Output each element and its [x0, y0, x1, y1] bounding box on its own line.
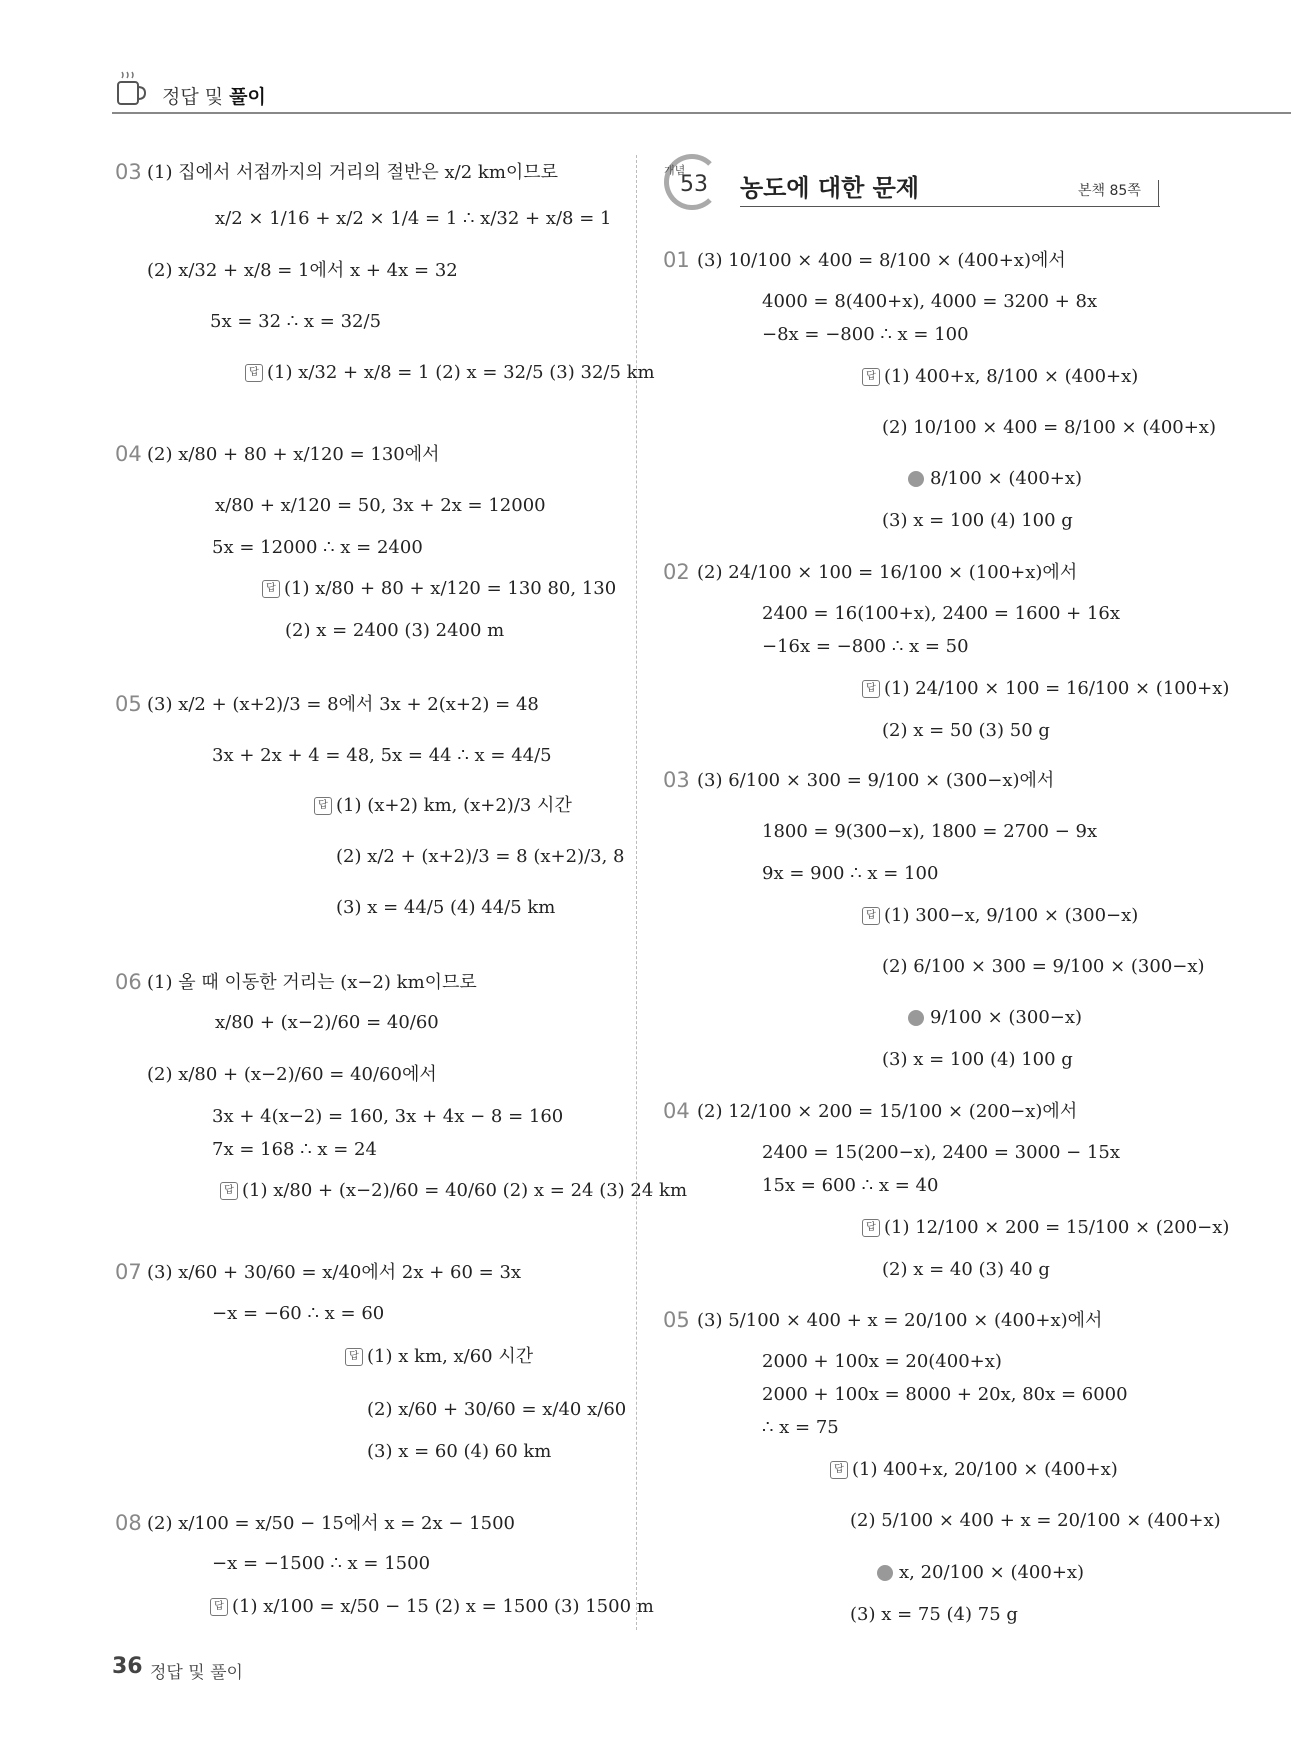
pencil-icon: [877, 1565, 893, 1581]
answer-line: [862, 366, 1138, 388]
solution-line: 15x = 600 ∴ x = 40: [762, 1175, 939, 1196]
answer-text: (1) x/80 + (x−2)/60 = 40/60 (2) x = 24 (3) 24 km: [242, 1180, 688, 1201]
section-title: 농도에 대한 문제: [740, 174, 919, 202]
solution-line: (2) x/80 + 80 + x/120 = 130에서: [147, 444, 440, 465]
header-cup-icon: [112, 68, 146, 108]
solution-line: 5x = 12000 ∴ x = 2400: [212, 537, 423, 558]
problem-number: 02: [663, 560, 690, 584]
solution-line: ∴ x = 75: [762, 1417, 839, 1438]
solution-line: 2000 + 100x = 8000 + 20x, 80x = 6000: [762, 1384, 1128, 1405]
hint-line: [908, 468, 1082, 490]
solution-line: (3) x = 100 (4) 100 g: [882, 510, 1073, 531]
problem-number: 05: [663, 1308, 690, 1332]
solution-line: x/80 + (x−2)/60 = 40/60: [215, 1012, 439, 1033]
solution-line: (2) 12/100 × 200 = 15/100 × (200−x)에서: [697, 1101, 1078, 1122]
section-bracket: [1158, 180, 1159, 206]
hint-line: [877, 1562, 1084, 1584]
answer-text: (1) 400+x, 8/100 × (400+x): [884, 366, 1139, 387]
problem-number: 08: [115, 1511, 142, 1535]
section-underline: [740, 206, 1160, 207]
answer-icon: 답: [830, 1461, 848, 1479]
section-number: 53: [680, 172, 708, 197]
problem-number: 05: [115, 692, 142, 716]
answer-text: (1) x km, x/60 시간: [367, 1346, 534, 1367]
answer-icon: 답: [862, 907, 880, 925]
solution-line: (2) x = 50 (3) 50 g: [882, 720, 1050, 741]
problem-number: 06: [115, 970, 142, 994]
solution-line: (3) x = 60 (4) 60 km: [367, 1441, 552, 1462]
answer-line: [862, 678, 1229, 700]
answer-line: [830, 1459, 1118, 1481]
solution-line: (2) x/80 + (x−2)/60 = 40/60에서: [147, 1064, 437, 1085]
solution-line: (3) x/60 + 30/60 = x/40에서 2x + 60 = 3x: [147, 1262, 522, 1283]
answer-line: [862, 1217, 1229, 1239]
solution-line: 5x = 32 ∴ x = 32/5: [210, 311, 382, 332]
answer-text: (1) (x+2) km, (x+2)/3 시간: [336, 795, 572, 816]
section-ref: 본책 85쪽: [1078, 183, 1141, 199]
problem-number: 04: [663, 1099, 690, 1123]
solution-line: (2) x/60 + 30/60 = x/40 x/60: [367, 1399, 627, 1420]
solution-line: x/2 × 1/16 + x/2 × 1/4 = 1 ∴ x/32 + x/8 = 1: [215, 208, 612, 229]
answer-text: (1) x/100 = x/50 − 15 (2) x = 1500 (3) 1500 m: [232, 1596, 654, 1617]
header-title-part2: 풀이: [229, 86, 266, 108]
hint-line: [908, 1007, 1082, 1029]
problem-number: 03: [115, 160, 142, 184]
answer-text: (1) 300−x, 9/100 × (300−x): [884, 905, 1139, 926]
solution-line: (3) x/2 + (x+2)/3 = 8에서 3x + 2(x+2) = 48: [147, 694, 539, 715]
answer-icon: 답: [314, 797, 332, 815]
page-number: 36: [112, 1654, 143, 1679]
answer-icon: 답: [345, 1348, 363, 1366]
solution-line: (2) x = 40 (3) 40 g: [882, 1259, 1050, 1280]
solution-line: (3) 5/100 × 400 + x = 20/100 × (400+x)에서: [697, 1310, 1103, 1331]
answer-text: (1) 400+x, 20/100 × (400+x): [852, 1459, 1118, 1480]
solution-line: (3) 6/100 × 300 = 9/100 × (300−x)에서: [697, 770, 1055, 791]
solution-line: 3x + 2x + 4 = 48, 5x = 44 ∴ x = 44/5: [212, 745, 552, 766]
solution-line: (2) x/100 = x/50 − 15에서 x = 2x − 1500: [147, 1513, 515, 1534]
section-label: 개념: [664, 164, 686, 177]
solution-line: (3) 10/100 × 400 = 8/100 × (400+x)에서: [697, 250, 1066, 271]
solution-line: −8x = −800 ∴ x = 100: [762, 324, 969, 345]
answer-line: [220, 1180, 687, 1202]
solution-line: −x = −60 ∴ x = 60: [212, 1303, 385, 1324]
answer-text: (1) x/80 + 80 + x/120 = 130 80, 130: [284, 578, 617, 599]
answer-icon: 답: [245, 364, 263, 382]
solution-line: x/80 + x/120 = 50, 3x + 2x = 12000: [215, 495, 546, 516]
solution-line: (3) x = 100 (4) 100 g: [882, 1049, 1073, 1070]
answer-icon: 답: [862, 680, 880, 698]
answer-icon: 답: [262, 580, 280, 598]
hint-text: 8/100 × (400+x): [930, 468, 1083, 489]
solution-line: 2400 = 15(200−x), 2400 = 3000 − 15x: [762, 1142, 1121, 1163]
header-title: [162, 82, 266, 109]
solution-line: −x = −1500 ∴ x = 1500: [212, 1553, 431, 1574]
answer-line: [314, 795, 572, 817]
answer-icon: 답: [862, 1219, 880, 1237]
pencil-icon: [908, 471, 924, 487]
header-title-part1: 정답 및: [162, 86, 224, 108]
answer-text: (1) 12/100 × 200 = 15/100 × (200−x): [884, 1217, 1230, 1238]
solution-line: 9x = 900 ∴ x = 100: [762, 863, 939, 884]
header-rule: [112, 112, 1291, 114]
answer-text: (1) x/32 + x/8 = 1 (2) x = 32/5 (3) 32/5 km: [267, 362, 655, 383]
problem-number: 01: [663, 248, 690, 272]
answer-line: [262, 578, 616, 600]
solution-line: 1800 = 9(300−x), 1800 = 2700 − 9x: [762, 821, 1098, 842]
solution-line: (2) 24/100 × 100 = 16/100 × (100+x)에서: [697, 562, 1078, 583]
solution-line: (2) 10/100 × 400 = 8/100 × (400+x): [882, 417, 1216, 438]
answer-line: [345, 1346, 533, 1368]
answer-icon: 답: [210, 1598, 228, 1616]
solution-line: 2000 + 100x = 20(400+x): [762, 1351, 1002, 1372]
solution-line: (1) 올 때 이동한 거리는 (x−2) km이므로: [147, 972, 477, 993]
answer-icon: 답: [862, 368, 880, 386]
solution-line: (2) x = 2400 (3) 2400 m: [285, 620, 505, 641]
solution-line: (2) 5/100 × 400 + x = 20/100 × (400+x): [850, 1510, 1221, 1531]
pencil-icon: [908, 1010, 924, 1026]
solution-line: (2) 6/100 × 300 = 9/100 × (300−x): [882, 956, 1205, 977]
answer-line: [245, 362, 655, 384]
solution-line: 2400 = 16(100+x), 2400 = 1600 + 16x: [762, 603, 1121, 624]
solution-line: −16x = −800 ∴ x = 50: [762, 636, 969, 657]
solution-line: 7x = 168 ∴ x = 24: [212, 1139, 377, 1160]
solution-line: (2) x/2 + (x+2)/3 = 8 (x+2)/3, 8: [336, 846, 625, 867]
problem-number: 07: [115, 1260, 142, 1284]
solution-line: (3) x = 44/5 (4) 44/5 km: [336, 897, 556, 918]
solution-line: (2) x/32 + x/8 = 1에서 x + 4x = 32: [147, 260, 458, 281]
solution-line: 3x + 4(x−2) = 160, 3x + 4x − 8 = 160: [212, 1106, 564, 1127]
solution-line: 4000 = 8(400+x), 4000 = 3200 + 8x: [762, 291, 1098, 312]
solution-line: (1) 집에서 서점까지의 거리의 절반은 x/2 km이므로: [147, 162, 559, 183]
hint-text: x, 20/100 × (400+x): [899, 1562, 1085, 1583]
answer-line: [210, 1596, 654, 1618]
solution-line: (3) x = 75 (4) 75 g: [850, 1604, 1018, 1625]
problem-number: 03: [663, 768, 690, 792]
answer-text: (1) 24/100 × 100 = 16/100 × (100+x): [884, 678, 1230, 699]
footer-text: 정답 및 풀이: [150, 1663, 243, 1683]
problem-number: 04: [115, 442, 142, 466]
answer-line: [862, 905, 1138, 927]
hint-text: 9/100 × (300−x): [930, 1007, 1083, 1028]
answer-icon: 답: [220, 1182, 238, 1200]
